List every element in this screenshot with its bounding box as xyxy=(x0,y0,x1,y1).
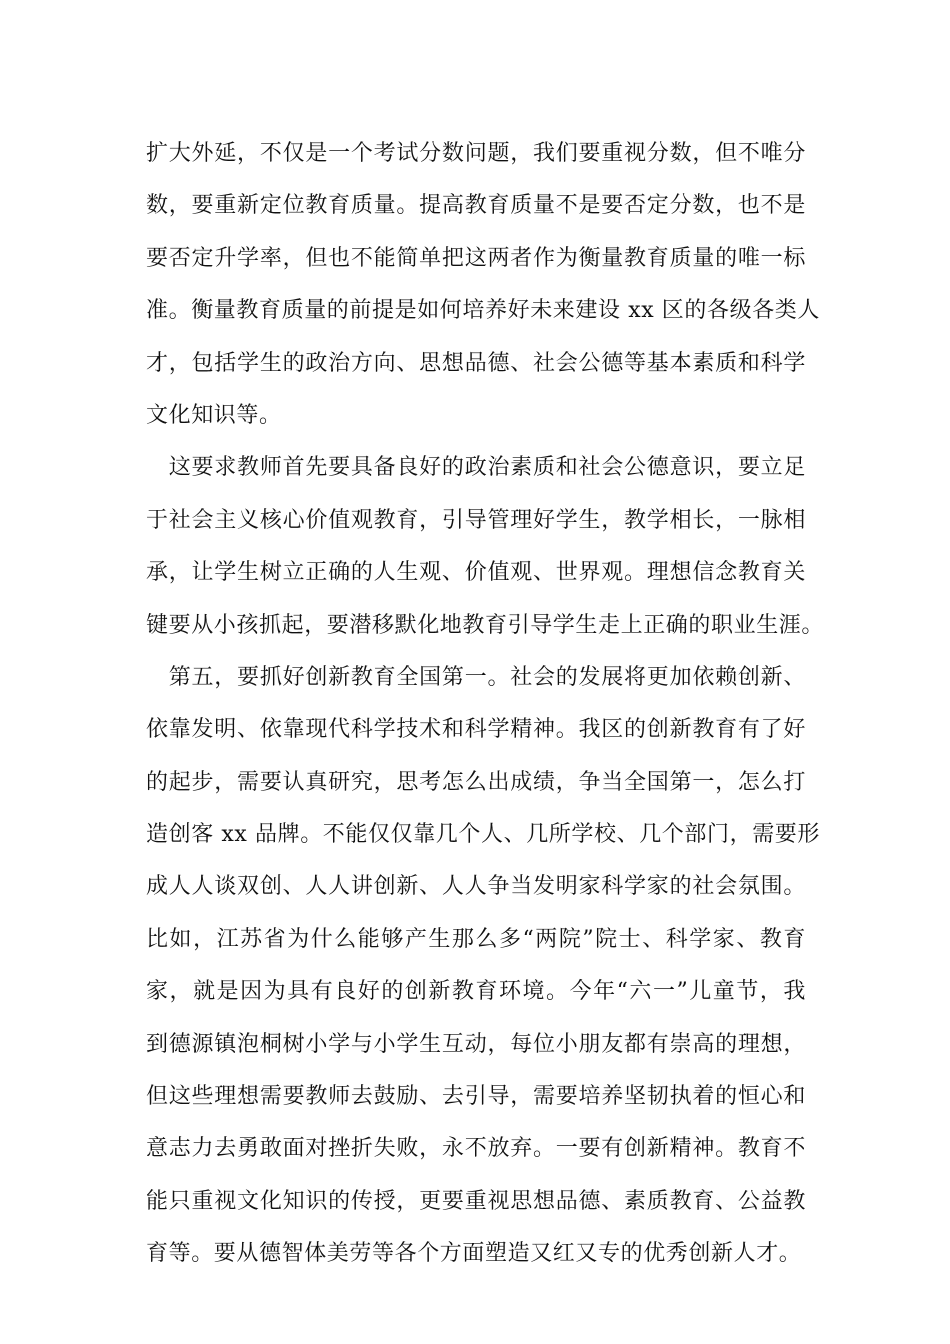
paragraph xyxy=(146,652,821,1281)
text-line: 家，就是因为具有良好的创新教育环境。今年“六一”儿童节，我 xyxy=(146,979,806,1005)
text-line: 要否定升学率，但也不能简单把这两者作为衡量教育质量的唯一标 xyxy=(146,245,806,271)
text-line: 到德源镇泡桐树小学与小学生互动，每位小朋友都有崇高的理想， xyxy=(146,1031,806,1057)
text-line: 这要求教师首先要具备良好的政治素质和社会公德意识，要立足 xyxy=(146,455,806,481)
document-body xyxy=(146,128,825,1281)
text-line: 造创客 xx 品牌。不能仅仅靠几个人、几所学校、几个部门，需要形 xyxy=(146,822,821,848)
text-line: 比如，江苏省为什么能够产生那么多“两院”院士、科学家、教育 xyxy=(146,926,806,952)
text-line: 意志力去勇敢面对挫折失败，永不放弃。一要有创新精神。教育不 xyxy=(146,1136,806,1162)
text-line: 育等。要从德智体美劳等各个方面塑造又红又专的优秀创新人才。 xyxy=(146,1241,802,1267)
text-line: 扩大外延，不仅是一个考试分数问题，我们要重视分数，但不唯分 xyxy=(146,141,806,166)
text-line: 文化知识等。 xyxy=(146,402,282,428)
text-line: 于社会主义核心价值观教育，引导管理好学生，教学相长，一脉相 xyxy=(146,507,806,533)
text-line: 依靠发明、依靠现代科学技术和科学精神。我区的创新教育有了好 xyxy=(146,717,806,743)
text-line: 才，包括学生的政治方向、思想品德、社会公德等基本素质和科学 xyxy=(146,350,806,376)
text-line: 键要从小孩抓起，要潜移默化地教育引导学生走上正确的职业生涯。 xyxy=(146,612,825,638)
text-line: 承，让学生树立正确的人生观、价值观、世界观。理想信念教育关 xyxy=(146,560,806,586)
paragraph xyxy=(146,128,821,442)
text-line: 能只重视文化知识的传授，更要重视思想品德、素质教育、公益教 xyxy=(146,1188,806,1214)
text-line: 的起步，需要认真研究，思考怎么出成绩，争当全国第一，怎么打 xyxy=(146,769,806,795)
text-line: 第五，要抓好创新教育全国第一。社会的发展将更加依赖创新、 xyxy=(146,664,806,690)
text-line: 准。衡量教育质量的前提是如何培养好未来建设 xx 区的各级各类人 xyxy=(146,298,821,324)
text-line: 但这些理想需要教师去鼓励、去引导，需要培养坚韧执着的恒心和 xyxy=(146,1084,806,1110)
paragraph xyxy=(146,442,825,652)
text-line: 数，要重新定位教育质量。提高教育质量不是要否定分数，也不是 xyxy=(146,193,806,219)
text-line: 成人人谈双创、人人讲创新、人人争当发明家科学家的社会氛围。 xyxy=(146,874,806,900)
